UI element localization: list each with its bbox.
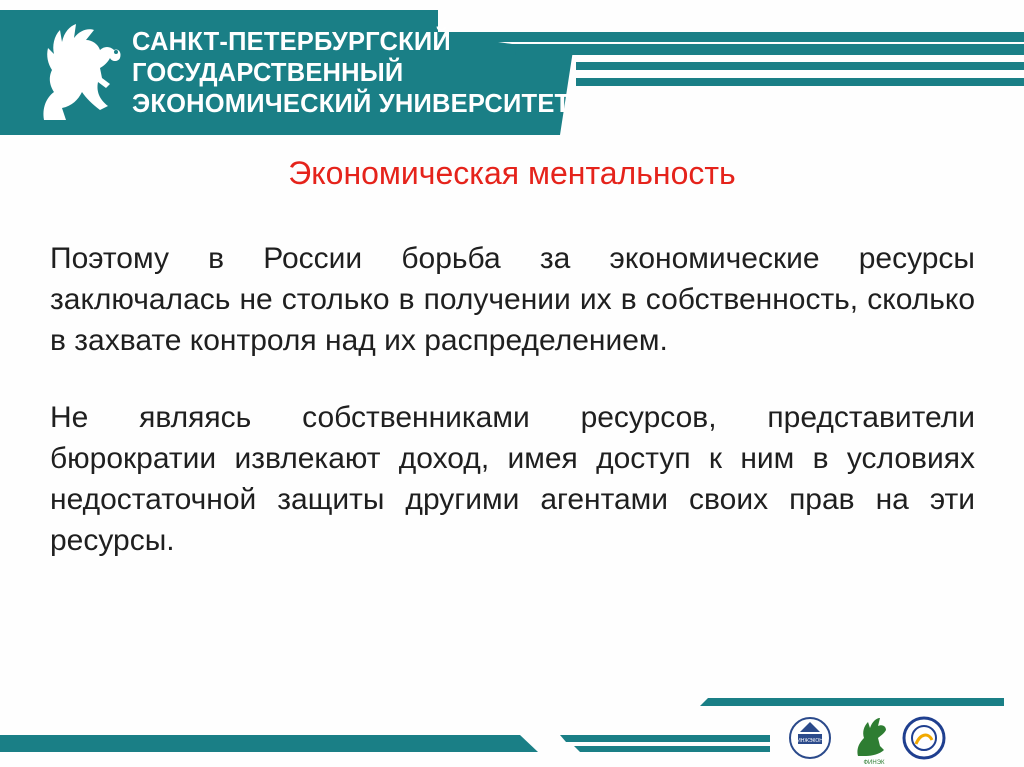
partner-emblem-icon [790,718,830,758]
university-name-line-2: ГОСУДАРСТВЕННЫЙ [132,59,404,87]
griffin-emblem-icon [30,22,130,122]
partner-label-2: ФИНЭК [863,760,885,765]
university-name-line-1: САНКТ-ПЕТЕРБУРГСКИЙ [132,28,451,56]
griffin-small-icon [857,718,886,765]
slide-title: Экономическая ментальность [288,155,736,191]
university-name [132,27,570,120]
partner-label-1: ИНЖЭКОН [797,738,823,744]
partner-logos [788,710,1008,765]
paragraph-1: Поэтому в России борьба за экономические ресурсы заключалась не столько в получении их в собственность, сколько в захвате контроля над их распределением. [50,242,975,357]
partner-globe-icon [904,718,944,758]
paragraph-2: Не являясь собственниками ресурсов, представители бюрократии извлекают доход, имея доступ к ним в условиях недостаточной защиты другими агентами своих прав на эти ресурсы. [50,401,975,557]
university-name-line-3: ЭКОНОМИЧЕСКИЙ УНИВЕРСИТЕТ [132,90,571,118]
slide-body [50,238,975,561]
